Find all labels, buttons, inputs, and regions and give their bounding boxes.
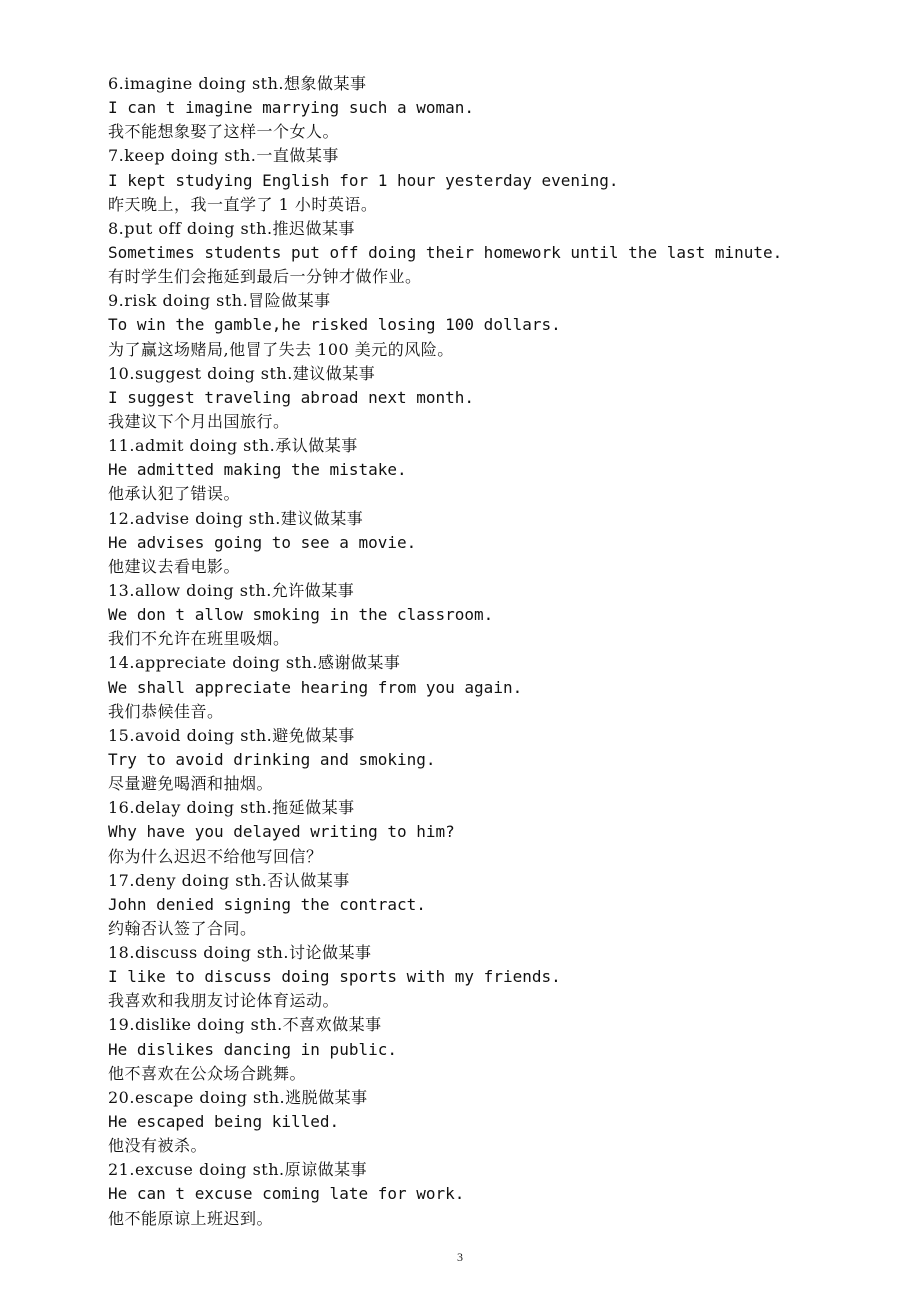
phrase-entry: [108, 362, 868, 434]
chinese-translation: 你为什么迟迟不给他写回信？: [108, 846, 323, 866]
phrase-heading: 13.allow doing sth.允许做某事: [108, 580, 355, 600]
phrase-heading: 7.keep doing sth.一直做某事: [108, 146, 339, 166]
phrase-entry: [108, 289, 868, 361]
example-sentence: Sometimes students put off doing their homework until the last minute.: [108, 242, 783, 262]
phrase-entry: [108, 941, 868, 1013]
phrase-heading: 16.delay doing sth.拖延做某事: [108, 798, 355, 818]
phrase-heading: 11.admit doing sth.承认做某事: [108, 436, 358, 456]
phrase-entry: [108, 144, 868, 216]
chinese-translation: 有时学生们会拖延到最后一分钟才做作业。: [108, 267, 422, 287]
chinese-translation: 他不能原谅上班迟到。: [108, 1208, 274, 1228]
chinese-translation: 他没有被杀。: [108, 1136, 208, 1156]
phrase-heading: 10.suggest doing sth.建议做某事: [108, 363, 376, 383]
phrase-heading: 20.escape doing sth.逃脱做某事: [108, 1087, 368, 1107]
example-sentence: I can t imagine marrying such a woman.: [108, 98, 475, 118]
chinese-translation: 他建议去看电影。: [108, 556, 241, 576]
chinese-translation: 尽量避免喝酒和抽烟。: [108, 774, 274, 794]
phrase-entry: [108, 796, 868, 868]
example-sentence: He advises going to see a movie.: [108, 532, 417, 552]
vocabulary-list: [108, 72, 868, 1231]
example-sentence: He can t excuse coming late for work.: [108, 1184, 465, 1204]
phrase-heading: 18.discuss doing sth.讨论做某事: [108, 943, 372, 963]
page-number: 3: [457, 1250, 463, 1264]
phrase-heading: 15.avoid doing sth.避免做某事: [108, 725, 355, 745]
example-sentence: To win the gamble,he risked losing 100 dollars.: [108, 315, 561, 335]
phrase-heading: 8.put off doing sth.推迟做某事: [108, 218, 356, 238]
phrase-heading: 19.dislike doing sth.不喜欢做某事: [108, 1015, 382, 1035]
phrase-entry: [108, 1086, 868, 1158]
phrase-entry: [108, 507, 868, 579]
example-sentence: We don t allow smoking in the classroom.: [108, 605, 494, 625]
phrase-entry: [108, 869, 868, 941]
phrase-heading: 14.appreciate doing sth.感谢做某事: [108, 653, 401, 673]
phrase-entry: [108, 1158, 868, 1230]
phrase-heading: 9.risk doing sth.冒险做某事: [108, 291, 331, 311]
chinese-translation: 约翰否认签了合同。: [108, 918, 257, 938]
example-sentence: I kept studying English for 1 hour yesterday evening.: [108, 170, 619, 190]
chinese-translation: 为了赢这场赌局,他冒了失去 100 美元的风险。: [108, 339, 454, 359]
chinese-translation: 我建议下个月出国旅行。: [108, 411, 290, 431]
chinese-translation: 昨天晚上，我一直学了 1 小时英语。: [108, 194, 378, 214]
example-sentence: John denied signing the contract.: [108, 894, 426, 914]
phrase-entry: [108, 651, 868, 723]
example-sentence: He dislikes dancing in public.: [108, 1039, 397, 1059]
phrase-entry: [108, 434, 868, 506]
example-sentence: I like to discuss doing sports with my friends.: [108, 967, 561, 987]
chinese-translation: 他不喜欢在公众场合跳舞。: [108, 1063, 307, 1083]
example-sentence: Try to avoid drinking and smoking.: [108, 749, 436, 769]
phrase-entry: [108, 724, 868, 796]
phrase-heading: 6.imagine doing sth.想象做某事: [108, 74, 367, 93]
phrase-entry: [108, 217, 868, 289]
example-sentence: Why have you delayed writing to him?: [108, 822, 455, 842]
phrase-heading: 17.deny doing sth.否认做某事: [108, 870, 350, 890]
phrase-heading: 21.excuse doing sth.原谅做某事: [108, 1160, 368, 1180]
chinese-translation: 我喜欢和我朋友讨论体育运动。: [108, 991, 340, 1011]
example-sentence: He escaped being killed.: [108, 1112, 340, 1132]
phrase-entry: [108, 1013, 868, 1085]
phrase-entry: [108, 72, 868, 144]
chinese-translation: 我们不允许在班里吸烟。: [108, 629, 290, 649]
chinese-translation: 我们恭候佳音。: [108, 701, 224, 721]
example-sentence: I suggest traveling abroad next month.: [108, 387, 475, 407]
phrase-entry: [108, 579, 868, 651]
chinese-translation: 我不能想象娶了这样一个女人。: [108, 122, 340, 142]
chinese-translation: 他承认犯了错误。: [108, 484, 241, 504]
example-sentence: He admitted making the mistake.: [108, 460, 407, 480]
phrase-heading: 12.advise doing sth.建议做某事: [108, 508, 364, 528]
example-sentence: We shall appreciate hearing from you again.: [108, 677, 523, 697]
